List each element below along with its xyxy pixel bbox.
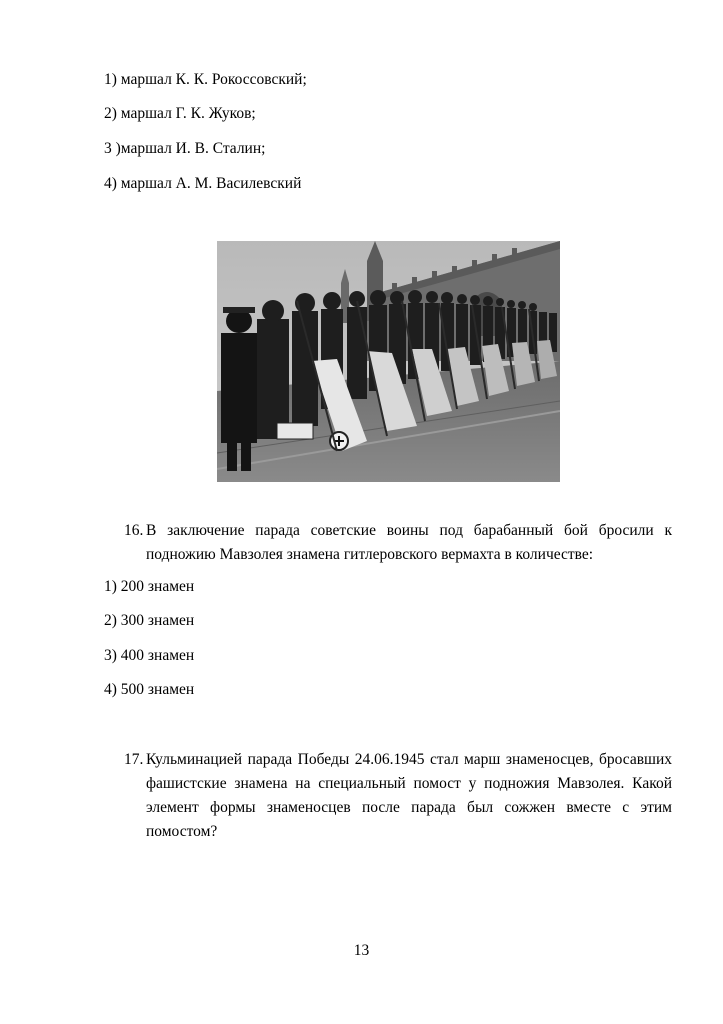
answer-option-4: 4) маршал А. М. Василевский: [104, 175, 302, 192]
answer-option-2: 2) 300 знамен: [104, 612, 195, 629]
question-17: [124, 748, 672, 844]
answer-option-2: 2) маршал Г. К. Жуков;: [104, 105, 256, 122]
question-16-text: В заключение парада советские воины под барабанный бой бросили к подножию Мавзолея знамена гитлеровского вермахта в количестве:: [146, 522, 672, 563]
question-17-number: 17.: [124, 751, 144, 768]
victory-parade-photo: [217, 241, 560, 482]
page-number: 13: [353, 942, 370, 959]
answer-option-1: 1) маршал К. К. Рокоссовский;: [104, 71, 307, 88]
question-16: [124, 519, 672, 567]
answer-option-1: 1) 200 знамен: [104, 578, 195, 595]
answer-option-3: 3 )маршал И. В. Сталин;: [104, 140, 266, 157]
answer-option-4: 4) 500 знамен: [104, 681, 195, 698]
question-16-number: 16.: [124, 522, 144, 539]
question-17-text: Кульминацией парада Победы 24.06.1945 стал марш знаменосцев, бросавших фашистские знамена на специальный помост у подножия Мавзолея. Какой элемент формы знаменосцев после парада был сожжен вместе с этим помостом?: [146, 751, 672, 840]
answer-option-3: 3) 400 знамен: [104, 647, 195, 664]
